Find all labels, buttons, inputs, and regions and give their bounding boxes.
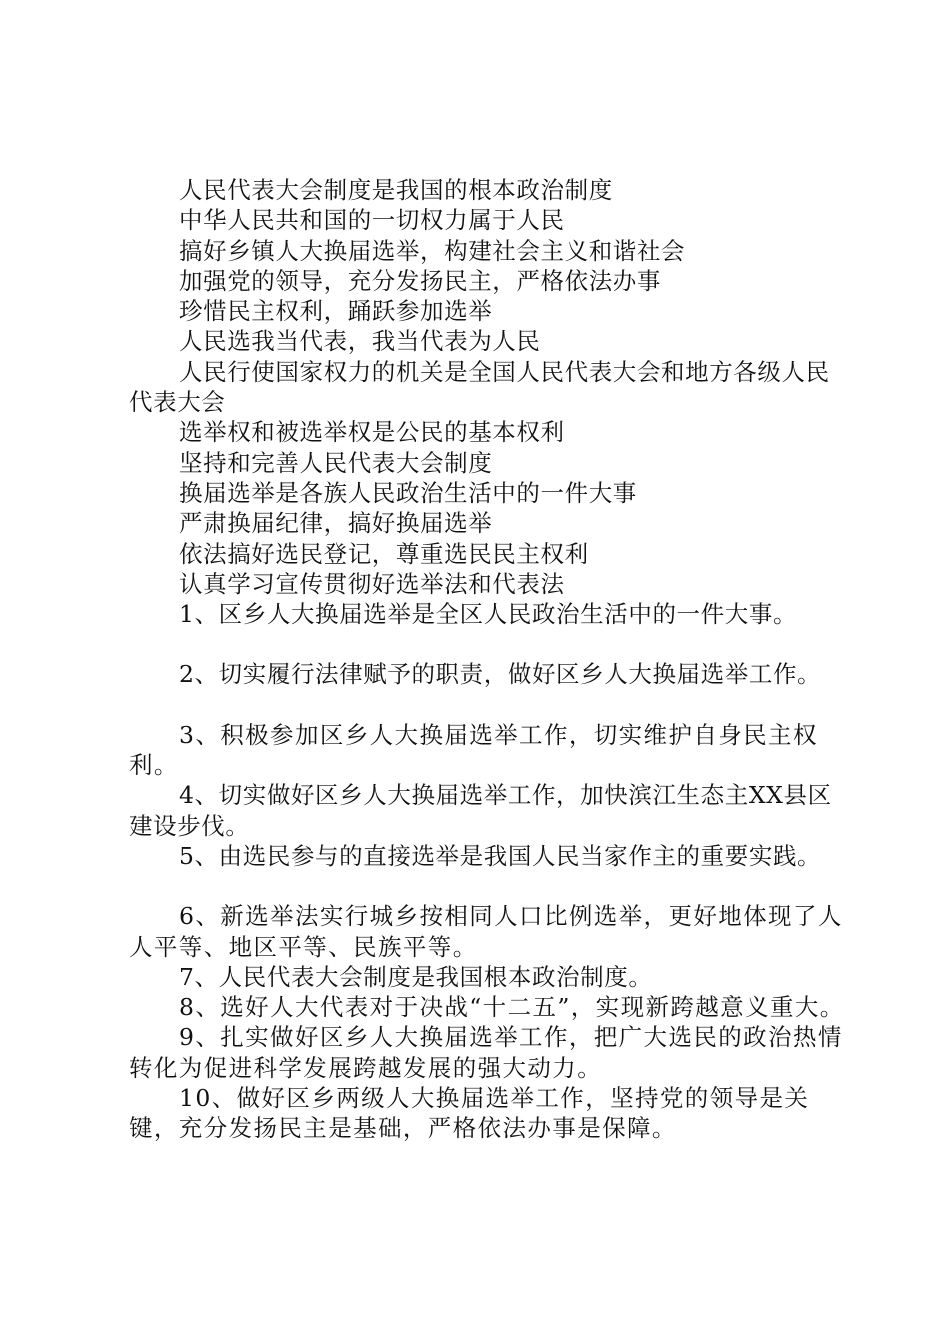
numbered-item: 9、扎实做好区乡人大换届选举工作，把广大选民的政治热情转化为促进科学发展跨越发展的强大动力。	[129, 1023, 843, 1082]
slogan-paragraph: 人民行使国家权力的机关是全国人民代表大会和地方各级人民代表大会	[129, 357, 830, 417]
numbered-item: 4、切实做好区乡人大换届选举工作，加快滨江生态主XX县区建设步伐。	[129, 781, 832, 840]
numbered-item: 7、人民代表大会制度是我国根本政治制度。	[179, 962, 653, 991]
slogan-line: 加强党的领导，充分发扬民主，严格依法办事	[179, 266, 661, 295]
numbered-item: 1、区乡人大换届选举是全区人民政治生活中的一件大事。	[179, 600, 798, 629]
slogan-line: 换届选举是各族人民政治生活中的一件大事	[179, 478, 637, 507]
numbered-item: 5、由选民参与的直接选举是我国人民当家作主的重要实践。	[179, 841, 822, 870]
slogan-line: 中华人民共和国的一切权力属于人民	[179, 206, 565, 235]
slogan-line: 依法搞好选民登记，尊重选民民主权利	[179, 539, 589, 568]
slogan-line: 认真学习宣传贯彻好选举法和代表法	[179, 569, 565, 598]
numbered-item: 6、新选举法实行城乡按相同人口比例选举，更好地体现了人人平等、地区平等、民族平等。	[129, 902, 843, 961]
slogan-line: 严肃换届纪律，搞好换届选举	[179, 509, 493, 538]
numbered-item: 3、积极参加区乡人大换届选举工作，切实维护自身民主权利。	[129, 720, 818, 780]
numbered-item: 10、做好区乡两级人大换届选举工作，坚持党的领导是关键，充分发扬民主是基础，严格依法办事是保障。	[129, 1084, 810, 1143]
document-body	[129, 175, 845, 1144]
slogan-line: 选举权和被选举权是公民的基本权利	[179, 418, 565, 447]
numbered-item: 8、选好人大代表对于决战“十二五”，实现新跨越意义重大。	[179, 993, 845, 1022]
slogan-line: 人民选我当代表，我当代表为人民	[179, 327, 541, 356]
slogan-line: 人民代表大会制度是我国的根本政治制度	[179, 176, 613, 204]
numbered-item: 2、切实履行法律赋予的职责，做好区乡人大换届选举工作。	[179, 660, 822, 689]
slogan-line: 坚持和完善人民代表大会制度	[179, 448, 493, 477]
slogan-line: 搞好乡镇人大换届选举，构建社会主义和谐社会	[179, 236, 686, 265]
slogan-line: 珍惜民主权利，踊跃参加选举	[179, 297, 493, 326]
